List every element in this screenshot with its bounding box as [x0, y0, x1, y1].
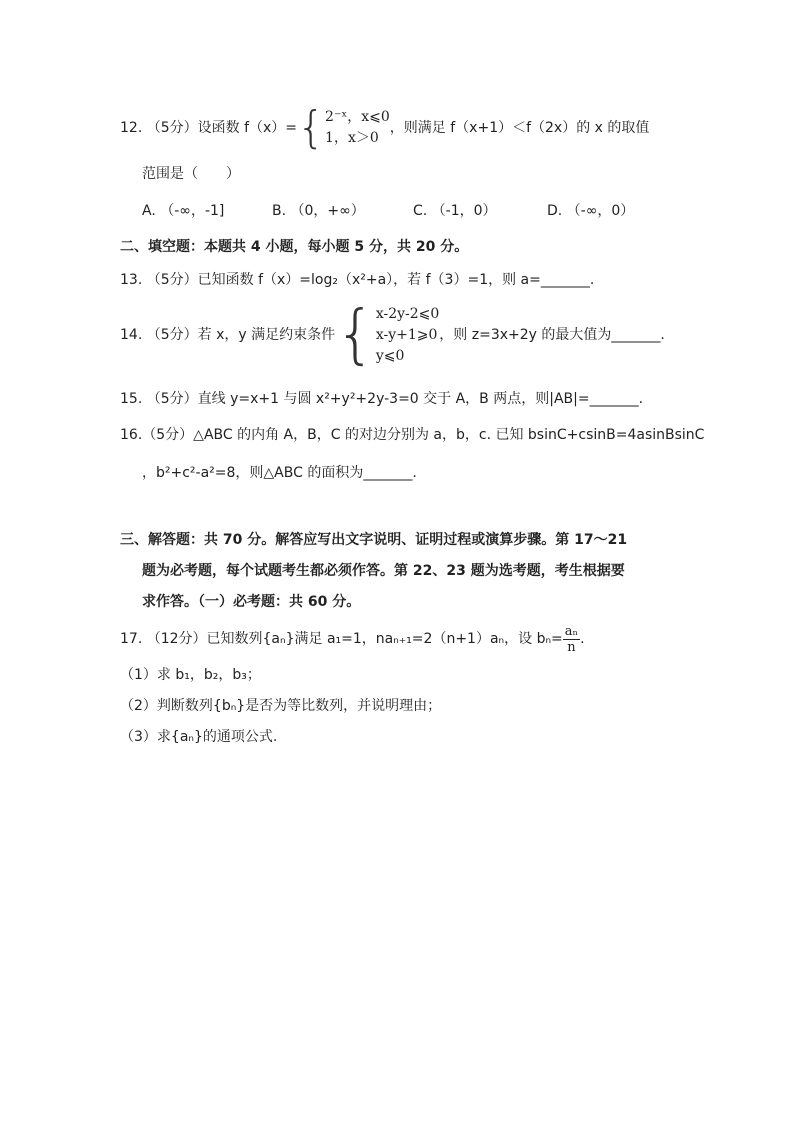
section-2-heading: 二、填空题：本题共 4 小题，每小题 5 分，共 20 分。 — [120, 239, 469, 255]
case-2: 1，x＞0 — [325, 130, 379, 146]
question-17-part-2: （2）判断数列{bₙ}是否为等比数列，并说明理由； — [120, 698, 442, 714]
constraint-3: y⩽0 — [375, 347, 405, 364]
fraction-denominator: n — [567, 639, 576, 655]
option-c: C. （-1，0） — [413, 203, 497, 219]
left-brace: { — [297, 102, 326, 153]
question-17-part-3: （3）求{aₙ}的通项公式. — [120, 729, 278, 745]
question-12 — [120, 102, 650, 153]
piecewise-function — [297, 102, 390, 153]
question-17-suffix: . — [580, 631, 585, 647]
left-brace: { — [335, 298, 376, 372]
case-1: 2⁻ˣ，x⩽0 — [325, 109, 390, 125]
fraction-a-over-n — [563, 624, 580, 655]
fraction-numerator: aₙ — [564, 623, 579, 639]
question-12-continuation: 范围是（ ） — [142, 166, 240, 182]
question-14-prefix: 14. （5分）若 x，y 满足约束条件 — [120, 327, 336, 343]
question-17 — [120, 622, 585, 656]
piecewise-cases — [325, 107, 390, 149]
constraint-1: x-2y-2⩽0 — [375, 305, 440, 322]
question-16-line-2: ，b²+c²-a²=8，则△ABC 的面积为_______. — [142, 465, 417, 481]
constraint-cases — [376, 304, 439, 367]
question-13: 13. （5分）已知函数 f（x）=log₂（x²+a），若 f（3）=1，则 a=_______. — [120, 272, 595, 288]
option-d: D. （-∞，0） — [547, 203, 635, 219]
question-16-line-1: 16.（5分）△ABC 的内角 A，B，C 的对边分别为 a，b，c. 已知 bsinC+csinB=4asinBsinC — [120, 427, 705, 443]
question-15: 15. （5分）直线 y=x+1 与圆 x²+y²+2y-3=0 交于 A，B 两点，则|AB|=_______. — [120, 391, 644, 407]
option-b: B. （0，+∞） — [272, 203, 365, 219]
option-a: A. （-∞，-1] — [142, 203, 225, 219]
section-3-heading-line-2: 题为必考题，每个试题考生都必须作答。第 22、23 题为选考题，考生根据要 — [142, 563, 625, 579]
question-14 — [120, 298, 665, 372]
section-3-heading-line-3: 求作答。（一）必考题：共 60 分。 — [142, 594, 361, 610]
question-12-prefix: 12. （5分）设函数 f（x）= — [120, 120, 298, 136]
section-3-heading-line-1: 三、解答题：共 70 分。解答应写出文字说明、证明过程或演算步骤。第 17～21 — [120, 532, 628, 548]
question-17-prefix: 17. （12分）已知数列{aₙ}满足 a₁=1，naₙ₊₁=2（n+1）aₙ，设 bₙ= — [120, 631, 563, 647]
question-17-part-1: （1）求 b₁，b₂，b₃； — [120, 667, 261, 683]
question-14-suffix: ，则 z=3x+2y 的最大值为_______. — [439, 327, 665, 343]
constraint-2: x-y+1⩾0 — [375, 326, 438, 343]
constraint-system — [335, 298, 440, 372]
question-12-suffix: ，则满足 f（x+1）＜f（2x）的 x 的取值 — [389, 120, 650, 136]
